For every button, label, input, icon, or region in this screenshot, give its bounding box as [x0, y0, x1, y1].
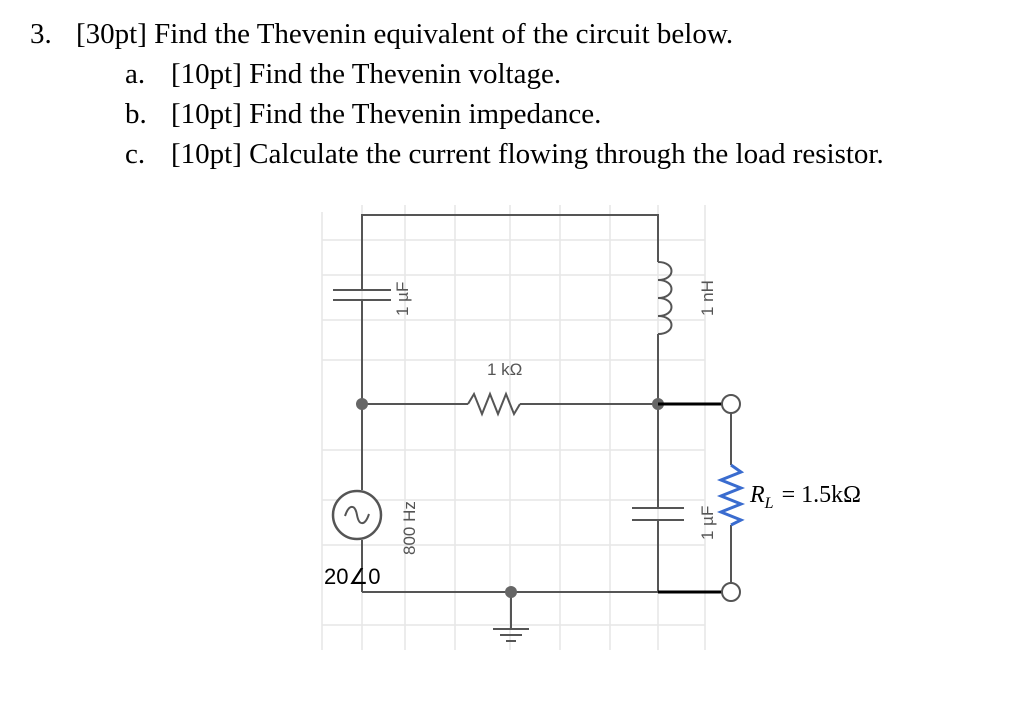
problem-statement: [30pt] Find the Thevenin equivalent of the circuit below.: [76, 18, 734, 50]
part-b-text: [10pt] Find the Thevenin impedance.: [171, 98, 602, 130]
inductor-label: 1 nH: [698, 280, 717, 316]
inductor: [658, 262, 672, 334]
load-resistor-label: [749, 482, 861, 512]
part-a-text: [10pt] Find the Thevenin voltage.: [171, 58, 562, 90]
ground-icon: [493, 629, 529, 641]
resistor-label: 1 kΩ: [487, 360, 523, 379]
source-frequency-label: 800 Hz: [400, 501, 419, 555]
part-c-text: [10pt] Calculate the current flowing through the load resistor.: [171, 138, 884, 170]
load-label-value: = 1.5kΩ: [781, 482, 861, 508]
source-value-label: 20∠0: [324, 564, 381, 589]
load-label-prefix: R: [750, 482, 765, 508]
part-c-label: c.: [125, 138, 146, 170]
ac-source: [333, 491, 381, 539]
part-b-label: b.: [125, 98, 147, 130]
load-resistor: [721, 465, 741, 525]
load-label-subscript: L: [764, 495, 774, 512]
problem-number: 3.: [30, 18, 52, 50]
capacitor-top-label: 1 µF: [393, 281, 412, 316]
part-a-label: a.: [125, 58, 146, 90]
capacitor-bottom-label: 1 µF: [698, 505, 717, 540]
